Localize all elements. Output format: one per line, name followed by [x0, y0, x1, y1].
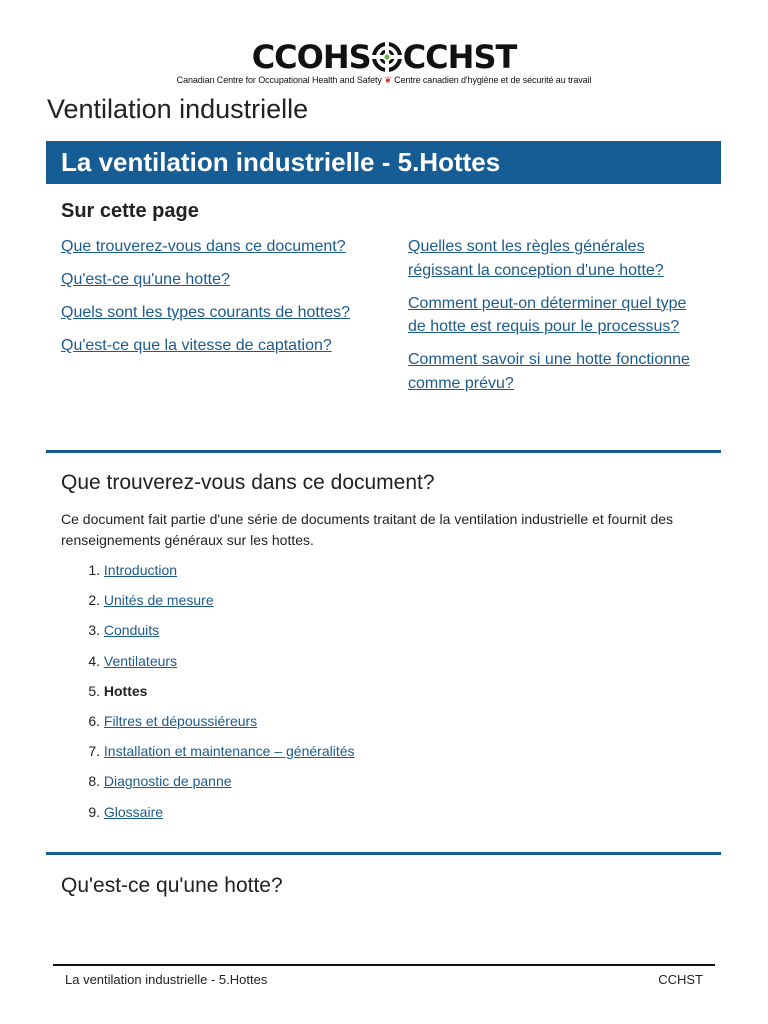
toc-link[interactable]: Quelles sont les règles générales régissant la conception d'une hotte? [408, 238, 664, 279]
list-number: 7. [88, 743, 100, 760]
series-link-conduits[interactable]: Conduits [103, 622, 160, 639]
list-number: 6. [88, 712, 100, 729]
list-item [75, 801, 355, 831]
section-divider [46, 852, 721, 855]
footer-organization: CCHST [658, 972, 703, 987]
list-item [75, 559, 355, 589]
list-number: 4. [88, 652, 100, 669]
series-link-introduction[interactable]: Introduction [103, 562, 178, 578]
document-series-list [75, 559, 355, 831]
toc-right-column [408, 235, 708, 405]
list-number: 9. [88, 803, 100, 820]
list-number: 8. [88, 773, 100, 790]
list-item [75, 619, 355, 649]
list-number: 1. [88, 562, 100, 578]
series-link-ventilateurs[interactable]: Ventilateurs [103, 652, 178, 669]
list-item [75, 770, 355, 800]
logo-text-fr: CCHST [402, 38, 517, 76]
toc-link[interactable]: Quels sont les types courants de hottes? [61, 304, 351, 321]
current-document-label: Hottes [103, 682, 148, 699]
toc-link[interactable]: Qu'est-ce que la vitesse de captation? [61, 337, 332, 354]
toc-link[interactable]: Qu'est-ce qu'une hotte? [61, 271, 230, 288]
toc-link[interactable]: Comment savoir si une hotte fonctionne comme prévu? [408, 351, 690, 392]
list-number: 5. [88, 682, 100, 699]
ccohs-emblem-icon [372, 42, 402, 72]
footer-divider [53, 964, 715, 966]
toc-left-column [61, 235, 361, 367]
logo-subtitle [0, 75, 768, 86]
footer-document-title: La ventilation industrielle - 5.Hottes [65, 972, 268, 987]
logo-subtitle-fr: Centre canadien d'hygiène et de sécurité au travail [394, 75, 592, 85]
list-item [75, 680, 355, 710]
ccohs-logo [0, 40, 768, 86]
series-link-installation[interactable]: Installation et maintenance – généralités [103, 743, 355, 760]
toc-link[interactable]: Que trouverez-vous dans ce document? [61, 238, 346, 255]
maple-leaf-icon: ❦ [384, 75, 392, 85]
section-divider [46, 450, 721, 453]
list-item [75, 710, 355, 740]
logo-subtitle-en: Canadian Centre for Occupational Health and Safety [176, 75, 382, 85]
list-item [75, 740, 355, 770]
series-link-glossaire[interactable]: Glossaire [103, 803, 164, 820]
logo-text-en: CCOHS [251, 38, 371, 76]
page-title: Ventilation industrielle [47, 94, 309, 124]
series-link-diagnostic[interactable]: Diagnostic de panne [103, 773, 232, 790]
document-title-banner: La ventilation industrielle - 5.Hottes [46, 141, 721, 184]
list-item [75, 589, 355, 619]
toc-heading: Sur cette page [61, 200, 199, 222]
list-number: 2. [88, 592, 100, 609]
toc-link[interactable]: Comment peut-on déterminer quel type de hotte est requis pour le processus? [408, 294, 687, 335]
series-link-filtres[interactable]: Filtres et dépoussiéreurs [103, 712, 258, 729]
logo-wordmark [0, 40, 768, 74]
list-item [75, 650, 355, 680]
list-number: 3. [88, 622, 100, 639]
section-heading: Qu'est-ce qu'une hotte? [61, 874, 283, 897]
section-heading: Que trouverez-vous dans ce document? [61, 471, 435, 494]
section-paragraph: Ce document fait partie d'une série de documents traitant de la ventilation industrielle et fournit des renseignements généraux sur les hottes. [61, 511, 674, 548]
series-link-unites[interactable]: Unités de mesure [103, 592, 214, 609]
